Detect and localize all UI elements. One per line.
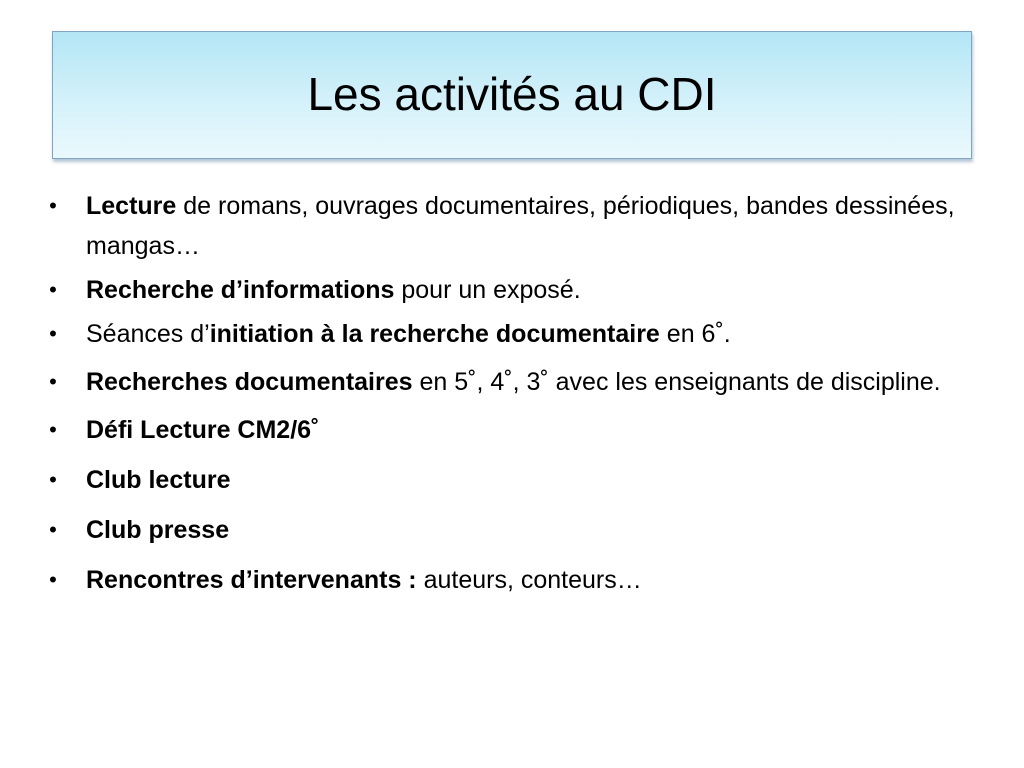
bullet-item-recherches-documentaires [44,362,984,402]
slide-title: Les activités au CDI [307,68,717,120]
bullet-item-seances-initiation [44,314,984,354]
bullet-icon: • [49,369,57,394]
bullet-bold-text: Défi Lecture CM2/6˚ [86,416,320,444]
bullet-text: pour un exposé. [394,276,581,304]
bullet-icon: • [49,567,57,592]
bullet-icon: • [49,417,57,442]
bullet-item-lecture [44,186,984,266]
bullet-item-club-presse [44,510,984,550]
bullet-bold-text: Recherche d’informations [86,276,395,304]
slide-title-box [52,31,972,159]
bullet-item-defi-lecture [44,410,984,450]
bullet-item-recherche-informations [44,270,984,310]
bullet-item-rencontres-intervenants [44,560,984,600]
bullet-icon: • [49,277,57,302]
bullet-icon: • [49,517,57,542]
bullet-item-club-lecture [44,460,984,500]
bullet-icon: • [49,467,57,492]
bullet-icon: • [49,321,57,346]
bullet-text: de romans, ouvrages documentaires, périodiques, bandes dessinées, mangas… [86,192,955,260]
bullet-text: en 5˚, 4˚, 3˚ avec les enseignants de discipline. [412,368,941,396]
bullet-bold-text: Lecture [86,192,177,220]
bullet-list [44,186,984,600]
bullet-text: en 6˚. [659,320,731,348]
bullet-text: auteurs, conteurs… [416,566,642,594]
bullet-bold-text: initiation à la recherche documentaire [209,320,660,348]
bullet-bold-text: Rencontres d’intervenants : [86,566,417,594]
bullet-bold-text: Recherches documentaires [86,368,413,396]
bullet-bold-text: Club presse [86,516,230,544]
bullet-bold-text: Club lecture [86,466,231,494]
bullet-prefix-text: Séances d’ [86,320,210,348]
bullet-icon: • [49,193,57,218]
